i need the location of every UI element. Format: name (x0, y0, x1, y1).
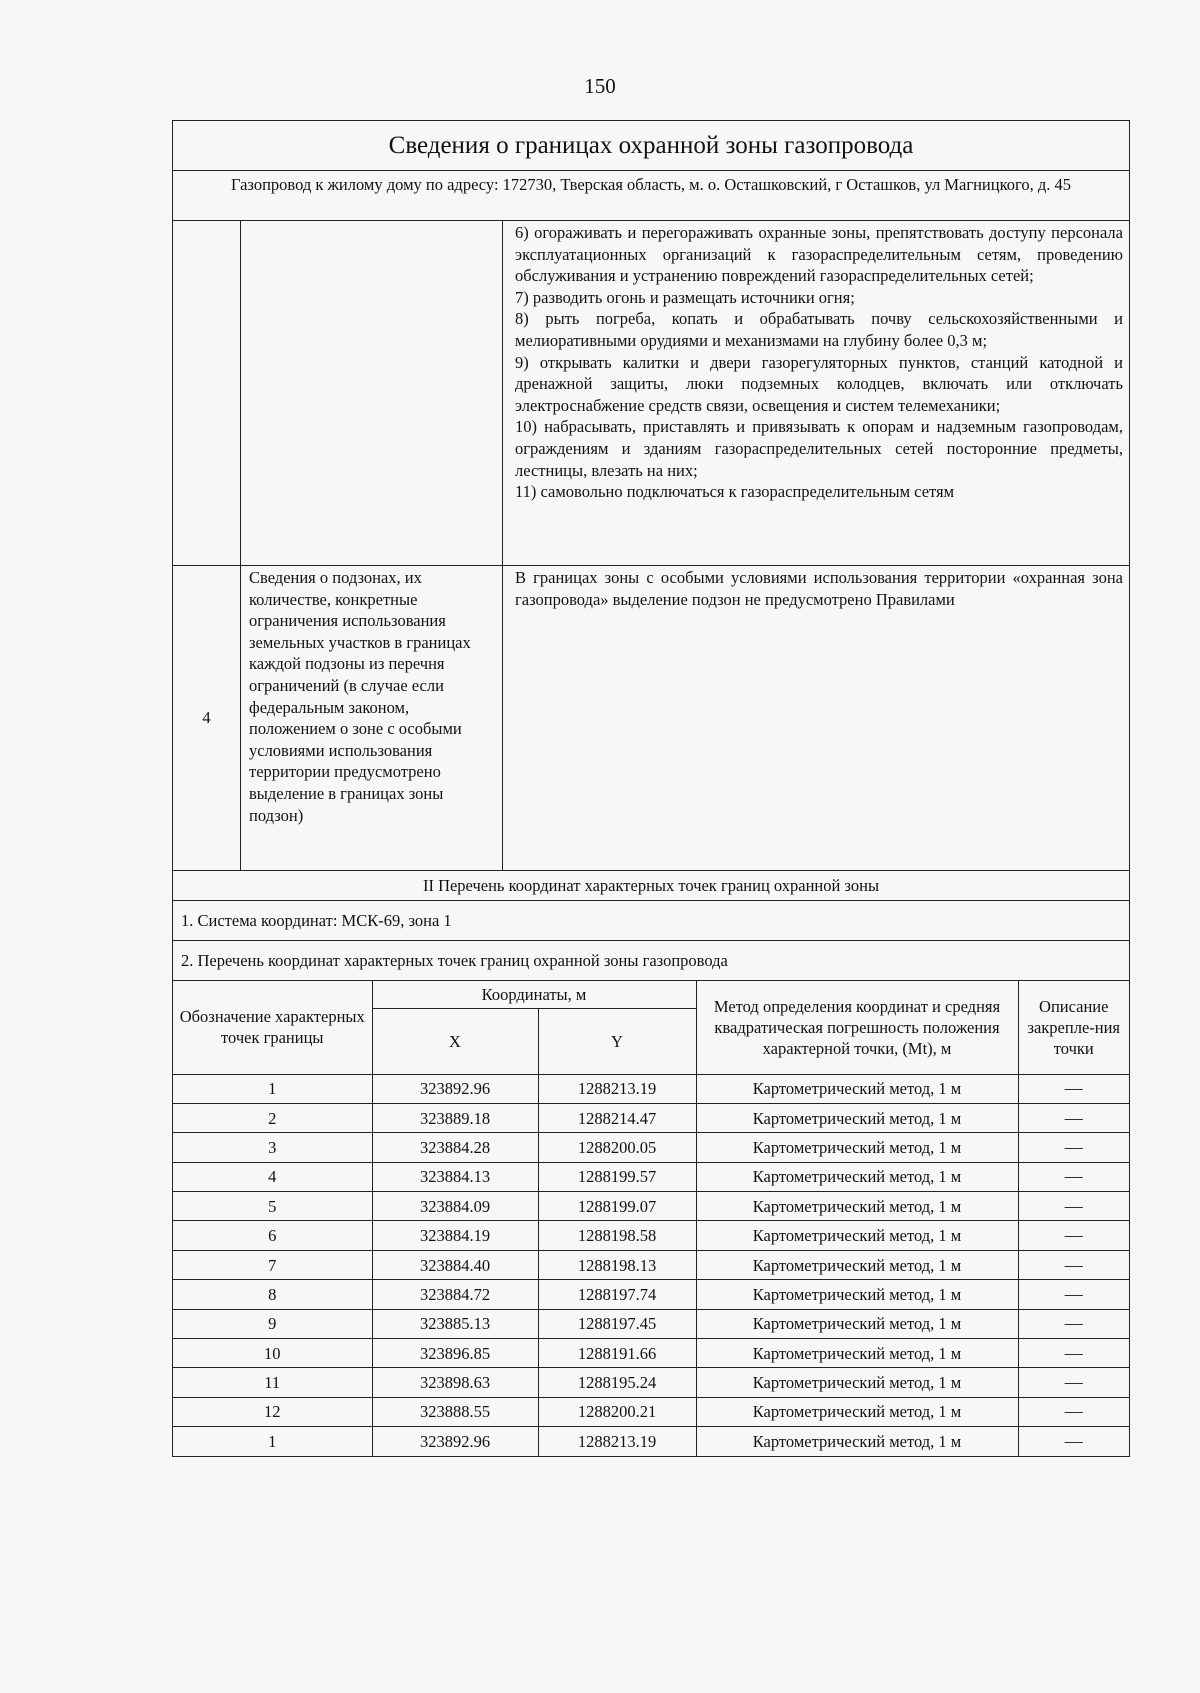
coord-y: 1288198.58 (538, 1221, 696, 1250)
header-description: Описание закрепле-ния точки (1018, 981, 1129, 1074)
description-cell: — (1018, 1192, 1129, 1221)
coord-x: 323889.18 (372, 1103, 538, 1132)
table-row (173, 1309, 1129, 1338)
table-row (173, 1250, 1129, 1279)
point-number: 5 (173, 1192, 372, 1221)
point-number: 6 (173, 1221, 372, 1250)
header-coords: Координаты, м (372, 981, 696, 1008)
method-cell: Картометрический метод, 1 м (696, 1427, 1018, 1456)
method-cell: Картометрический метод, 1 м (696, 1074, 1018, 1103)
section2-title: II Перечень координат характерных точек границ охранной зоны (173, 871, 1129, 901)
coord-x: 323884.09 (372, 1192, 538, 1221)
coord-y: 1288198.13 (538, 1250, 696, 1279)
description-cell: — (1018, 1427, 1129, 1456)
coord-x: 323884.40 (372, 1250, 538, 1279)
coord-y: 1288199.07 (538, 1192, 696, 1221)
coord-x: 323884.19 (372, 1221, 538, 1250)
description-cell: — (1018, 1397, 1129, 1426)
restriction-item: 6) огораживать и перегораживать охранные зоны, препятствовать доступу персонала эксплуатационных организаций к газораспределительным сетям, проведению обслуживания и устранению повреждений газораспределительных сетей; (515, 223, 1123, 286)
page-number: 150 (584, 74, 616, 98)
description-cell: — (1018, 1309, 1129, 1338)
coord-x: 323884.28 (372, 1133, 538, 1162)
point-number: 12 (173, 1397, 372, 1426)
method-cell: Картометрический метод, 1 м (696, 1397, 1018, 1426)
coord-y: 1288200.21 (538, 1397, 696, 1426)
method-cell: Картометрический метод, 1 м (696, 1339, 1018, 1368)
point-number: 7 (173, 1250, 372, 1279)
coord-y: 1288200.05 (538, 1133, 696, 1162)
point-number: 10 (173, 1339, 372, 1368)
description-cell: — (1018, 1221, 1129, 1250)
header-point: Обозначение характерных точек границы (173, 981, 372, 1074)
table-row (173, 1427, 1129, 1456)
boundary-info-table (172, 120, 1130, 1457)
restriction-item: 7) разводить огонь и размещать источники огня; (515, 287, 855, 307)
coord-y: 1288197.45 (538, 1309, 696, 1338)
header-method: Метод определения координат и средняя квадратическая погрешность положения характерной точки, (Mt), м (696, 981, 1018, 1074)
coord-y: 1288195.24 (538, 1368, 696, 1397)
description-cell: — (1018, 1280, 1129, 1309)
table-row (173, 1280, 1129, 1309)
point-number: 9 (173, 1309, 372, 1338)
description-cell: — (1018, 1339, 1129, 1368)
coordinate-system: 1. Система координат: МСК-69, зона 1 (173, 901, 1129, 941)
method-cell: Картометрический метод, 1 м (696, 1309, 1018, 1338)
method-cell: Картометрический метод, 1 м (696, 1192, 1018, 1221)
subzones-row (173, 566, 1129, 871)
subzones-row-number: 4 (173, 566, 241, 870)
description-cell: — (1018, 1103, 1129, 1132)
document-title: Сведения о границах охранной зоны газопровода (173, 121, 1129, 171)
coord-y: 1288191.66 (538, 1339, 696, 1368)
method-cell: Картометрический метод, 1 м (696, 1250, 1018, 1279)
header-x: X (372, 1008, 538, 1074)
method-cell: Картометрический метод, 1 м (696, 1103, 1018, 1132)
coord-y: 1288213.19 (538, 1427, 696, 1456)
table-row (173, 1368, 1129, 1397)
table-row (173, 1133, 1129, 1162)
coord-x: 323898.63 (372, 1368, 538, 1397)
coord-x: 323885.13 (372, 1309, 538, 1338)
header-y: Y (538, 1008, 696, 1074)
table-row (173, 1103, 1129, 1132)
subzones-row-name: Сведения о подзонах, их количестве, конкретные ограничения использования земельных участков в границах каждой подзоны из перечня ограничений (в случае если федеральным законом, положением о зоне с особыми условиями использования территории предусмотрено выделение в границах зоны подзон) (241, 566, 503, 870)
coord-y: 1288213.19 (538, 1074, 696, 1103)
method-cell: Картометрический метод, 1 м (696, 1280, 1018, 1309)
table-row (173, 1339, 1129, 1368)
point-number: 3 (173, 1133, 372, 1162)
coord-x: 323884.13 (372, 1162, 538, 1191)
restriction-item: 8) рыть погреба, копать и обрабатывать почву сельскохозяйственными и мелиоративными орудиями и механизмами на глубину более 0,3 м; (515, 309, 1123, 350)
subzones-row-text: В границах зоны с особыми условиями использования территории «охранная зона газопровода» выделение подзон не предусмотрено Правилами (515, 568, 1123, 609)
description-cell: — (1018, 1250, 1129, 1279)
coord-y: 1288199.57 (538, 1162, 696, 1191)
coordinate-list-title: 2. Перечень координат характерных точек границ охранной зоны газопровода (173, 941, 1129, 981)
restriction-item: 9) открывать калитки и двери газорегуляторных пунктов, станций катодной и дренажной защиты, люки подземных колодцев, включать или отключать электроснабжение средств связи, освещения и систем телемеханики; (515, 352, 1123, 415)
gas-pipeline-subject: Газопровод к жилому дому по адресу: 172730, Тверская область, м. о. Осташковский, г Осташков, ул Магницкого, д. 45 (173, 171, 1129, 221)
point-number: 8 (173, 1280, 372, 1309)
coord-x: 323892.96 (372, 1074, 538, 1103)
coord-x: 323888.55 (372, 1397, 538, 1426)
method-cell: Картометрический метод, 1 м (696, 1162, 1018, 1191)
restrictions-row-number (173, 221, 241, 565)
description-cell: — (1018, 1133, 1129, 1162)
description-cell: — (1018, 1074, 1129, 1103)
restriction-item: 11) самовольно подключаться к газораспределительным сетям (515, 482, 955, 502)
point-number: 11 (173, 1368, 372, 1397)
table-row (173, 1397, 1129, 1426)
table-row (173, 1192, 1129, 1221)
point-number: 4 (173, 1162, 372, 1191)
method-cell: Картометрический метод, 1 м (696, 1368, 1018, 1397)
coordinates-table (173, 981, 1129, 1456)
coord-y: 1288197.74 (538, 1280, 696, 1309)
table-row (173, 1221, 1129, 1250)
coord-x: 323896.85 (372, 1339, 538, 1368)
table-row (173, 1162, 1129, 1191)
description-cell: — (1018, 1162, 1129, 1191)
coord-x: 323892.96 (372, 1427, 538, 1456)
restrictions-list (503, 221, 1129, 565)
restrictions-row-name (241, 221, 503, 565)
point-number: 1 (173, 1074, 372, 1103)
coordinates-table-wrap (173, 981, 1129, 1456)
restrictions-row (173, 221, 1129, 566)
table-row (173, 1074, 1129, 1103)
method-cell: Картометрический метод, 1 м (696, 1221, 1018, 1250)
point-number: 1 (173, 1427, 372, 1456)
description-cell: — (1018, 1368, 1129, 1397)
coord-y: 1288214.47 (538, 1103, 696, 1132)
point-number: 2 (173, 1103, 372, 1132)
coord-x: 323884.72 (372, 1280, 538, 1309)
method-cell: Картометрический метод, 1 м (696, 1133, 1018, 1162)
restriction-item: 10) набрасывать, приставлять и привязывать к опорам и надземным газопроводам, ограждениям и зданиям газораспределительных сетей посторонние предметы, лестницы, влезать на них; (515, 417, 1123, 480)
coordinates-table-body (173, 1074, 1129, 1456)
